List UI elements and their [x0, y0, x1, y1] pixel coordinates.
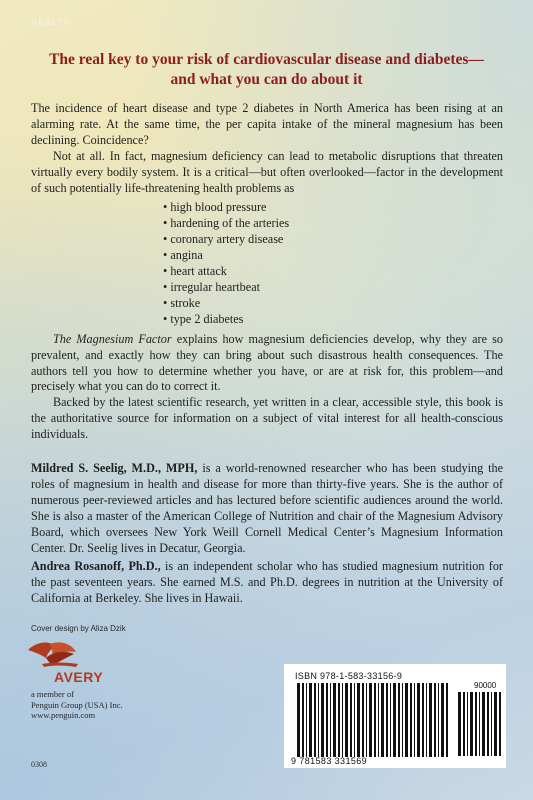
publisher-website: www.penguin.com: [31, 710, 96, 720]
section-label: HEALTH: [31, 18, 72, 27]
condition-item: • coronary artery disease: [163, 232, 503, 248]
publisher-line-1: a member of: [31, 689, 74, 699]
author-name-rosanoff: Andrea Rosanoff, Ph.D.,: [31, 559, 161, 573]
isbn-text: ISBN 978-1-583-33156-9: [295, 671, 403, 681]
headline: [20, 50, 513, 90]
condition-item: • irregular heartbeat: [163, 280, 503, 296]
publisher-line-2: Penguin Group (USA) Inc.: [31, 699, 123, 710]
author-bio-text-seelig: is a world-renowned researcher who has been studying the roles of magnesium in health and disease for more than thirty-five years. She is the author of numerous peer-reviewed articles and has lectured before scientific audiences around the world. She is also a master of the American College of Nutrition and chair of the Magnesium Advisory Board, which oversees New York Weill Cornell Medical Center’s Magnesium Information Center. Dr. Seelig lives in Decatur, Georgia.: [31, 461, 504, 555]
headline-line-2: and what you can do about it: [170, 71, 363, 88]
conditions-list: [31, 200, 503, 327]
author-bio-rosanoff: [31, 559, 503, 607]
price-code: 90000: [474, 681, 497, 690]
condition-item: • angina: [163, 248, 503, 264]
author-bio-text-rosanoff: is an independent scholar who has studied magnesium nutrition for the past seventeen years. She earned M.S. and Ph.D. degrees in nutrition at the University of California at Berkeley. She lives in Hawaii.: [31, 559, 503, 605]
headline-line-1: The real key to your risk of cardiovascular disease and diabetes—: [49, 51, 484, 68]
condition-item: • high blood pressure: [163, 200, 503, 216]
publisher-logo-text: AVERY: [54, 669, 104, 685]
closing-paragraph: Backed by the latest scientific research, yet written in a clear, accessible style, this book is the authoritative source for information on a subject of vital interest for all health-conscious individuals.: [31, 395, 503, 442]
intro-paragraph-1: The incidence of heart disease and type 2 diabetes in North America has been rising at an alarming rate. At the same time, the per capita intake of the mineral magnesium has been declining. Coincidence?: [31, 101, 503, 147]
condition-item: • type 2 diabetes: [163, 312, 503, 328]
cover-credit: Cover design by Aliza Dzik: [31, 624, 126, 633]
condition-item: • stroke: [163, 296, 503, 312]
condition-item: • heart attack: [163, 264, 503, 280]
book-title: The Magnesium Factor: [53, 331, 172, 346]
intro-paragraph-2: Not at all. In fact, magnesium deficiency can lead to metabolic disruptions that threaten virtually every bodily system. It is a critical—but often overlooked—factor in the development of such potentially life-threatening health problems as: [31, 148, 503, 195]
author-name-seelig: Mildred S. Seelig, M.D., MPH,: [31, 461, 198, 475]
catalog-code: 0308: [31, 760, 47, 769]
publisher-info: [31, 689, 123, 721]
ean-barcode-icon: [297, 683, 452, 757]
author-bio-seelig: [31, 461, 503, 556]
condition-item: • hardening of the arteries: [163, 216, 503, 232]
description-body: [31, 101, 503, 443]
book-description-text: explains how magnesium deficiencies develop, why they are so prevalent, and exactly how they can bring about such disastrous health consequences. The authors tell you how to determine whether you have, or are at risk for, this problem—and precisely what you can do to correct it.: [31, 331, 503, 394]
book-description-paragraph: [31, 332, 503, 396]
price-addon-barcode-icon: [458, 692, 502, 756]
ean-digits: 9 781583 331569: [291, 756, 368, 766]
